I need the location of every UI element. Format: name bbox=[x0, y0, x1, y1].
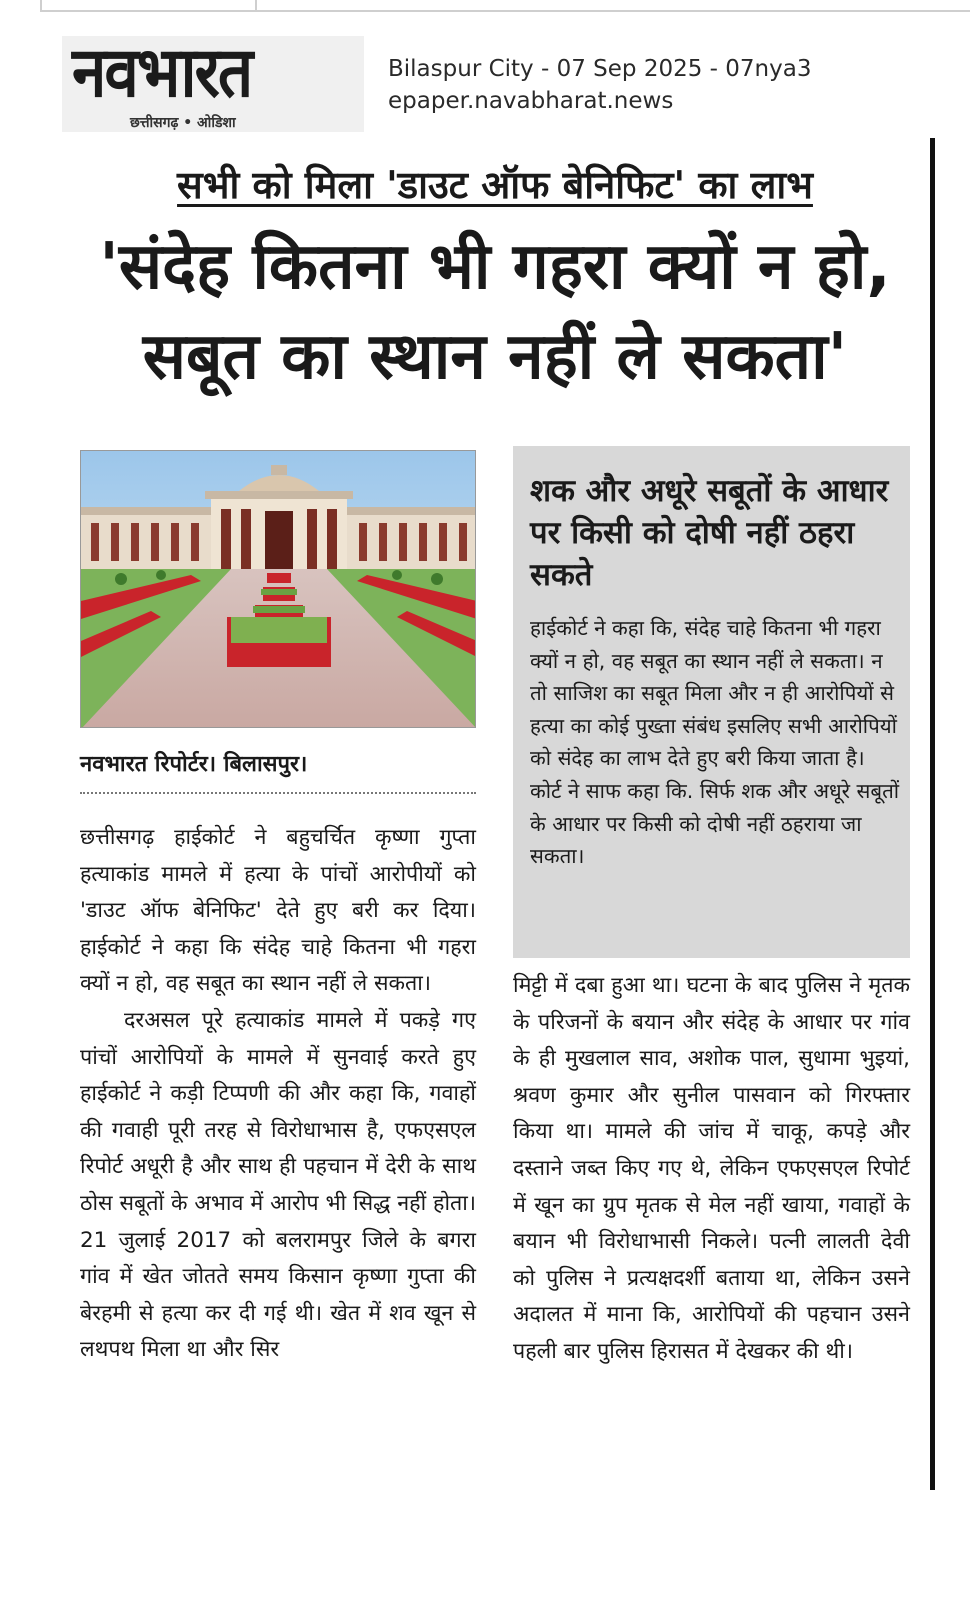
column-rule-right bbox=[930, 138, 935, 1490]
edition-info: Bilaspur City - 07 Sep 2025 - 07nya3 bbox=[388, 56, 812, 82]
sidebar-text: हाईकोर्ट ने कहा कि, संदेह चाहे कितना भी गहरा क्यों न हो, वह सबूत का स्थान नहीं ले सकता। न तो साजिश का सबूत मिला और न ही आरोपियों से हत्या का कोई पुख्ता संबंध इसलिए सभी आरोपियों को संदेह का लाभ देते हुए बरी किया जाता है। कोर्ट ने साफ कहा कि. सिर्फ शक और अधूरे सबूतों के आधार पर किसी को दोषी नहीं ठहराया जा सकता। bbox=[530, 616, 900, 869]
article-paragraph: दरअसल पूरे हत्याकांड मामले में पकड़े गए पांचों आरोपियों के मामले में सुनवाई करते हुए हाईकोर्ट ने कड़ी टिप्पणी की और कहा कि, गवाहों की गवाही पूरी तरह से विरोधाभास है, एफएसएल रिपोर्ट अधूरी है और साथ ही पहचान में देरी के साथ ठोस सबूतों के अभाव में आरोप भी सिद्ध नहीं होता। 21 जुलाई 2017 को बलरामपुर जिले के बगरा गांव में खेत जोतते समय किसान कृष्णा गुप्ता की बेरहमी से हत्या कर दी गई थी। खेत में शव खून से लथपथ मिला था और सिर bbox=[80, 1007, 476, 1363]
high-court-illustration bbox=[81, 451, 476, 728]
article-paragraph: छत्तीसगढ़ हाईकोर्ट ने बहुचर्चित कृष्णा गुप्ता हत्याकांड मामले में हत्या के पांचों आरोपीयों को 'डाउट ऑफ बेनिफिट' देते हुए बरी कर दिया। हाईकोर्ट ने कहा कि संदेह चाहे कितना भी गहरा क्यों न हो, वह सबूत का स्थान नहीं ले सकता। bbox=[80, 825, 476, 997]
article-paragraph: मिट्टी में दबा हुआ था। घटना के बाद पुलिस ने मृतक के परिजनों के बयान और संदेह के आधार पर गांव के ही मुखलाल साव, अशोक पाल, सुधामा भुइयां, श्रवण कुमार और सुनील पासवान को गिरफ्तार किया था। मामले की जांच में चाकू, कपड़े और दस्ताने जब्त किए गए थे, लेकिन एफएसएल रिपोर्ट में खून का ग्रुप मृतक से मेल नहीं खाया, गवाहों के बयान भी विरोधाभासी निकले। पत्नी लालती देवी को पुलिस ने प्रत्यक्षदर्शी बताया था, लेकिन उसने अदालत में माना कि, आरोपियों की पहचान उसने पहली बार पुलिस हिरासत में देखकर की थी। bbox=[513, 973, 910, 1364]
newspaper-logo: नवभारत bbox=[72, 31, 252, 114]
high-court-photo bbox=[80, 450, 476, 728]
byline-divider bbox=[80, 792, 476, 794]
article-kicker: सभी को मिला 'डाउट ऑफ बेनिफिट' का लाभ bbox=[177, 163, 813, 207]
epaper-site[interactable]: epaper.navabharat.news bbox=[388, 88, 674, 114]
article-body-left-column bbox=[80, 820, 476, 1369]
logo-region-tagline: छत्तीसगढ़ • ओडिशा bbox=[130, 115, 236, 131]
article-headline: 'संदेह कितना भी गहरा क्यों न हो, सबूत का स्थान नहीं ले सकता' bbox=[99, 230, 891, 394]
sidebar-heading: शक और अधूरे सबूतों के आधार पर किसी को दोषी नहीं ठहरा सकते bbox=[530, 473, 889, 593]
article-body-right-column bbox=[513, 968, 910, 1371]
article-byline: नवभारत रिपोर्टर। बिलासपुर। bbox=[80, 752, 308, 777]
page-top-border-notch bbox=[255, 0, 257, 12]
page-top-border bbox=[40, 0, 970, 12]
